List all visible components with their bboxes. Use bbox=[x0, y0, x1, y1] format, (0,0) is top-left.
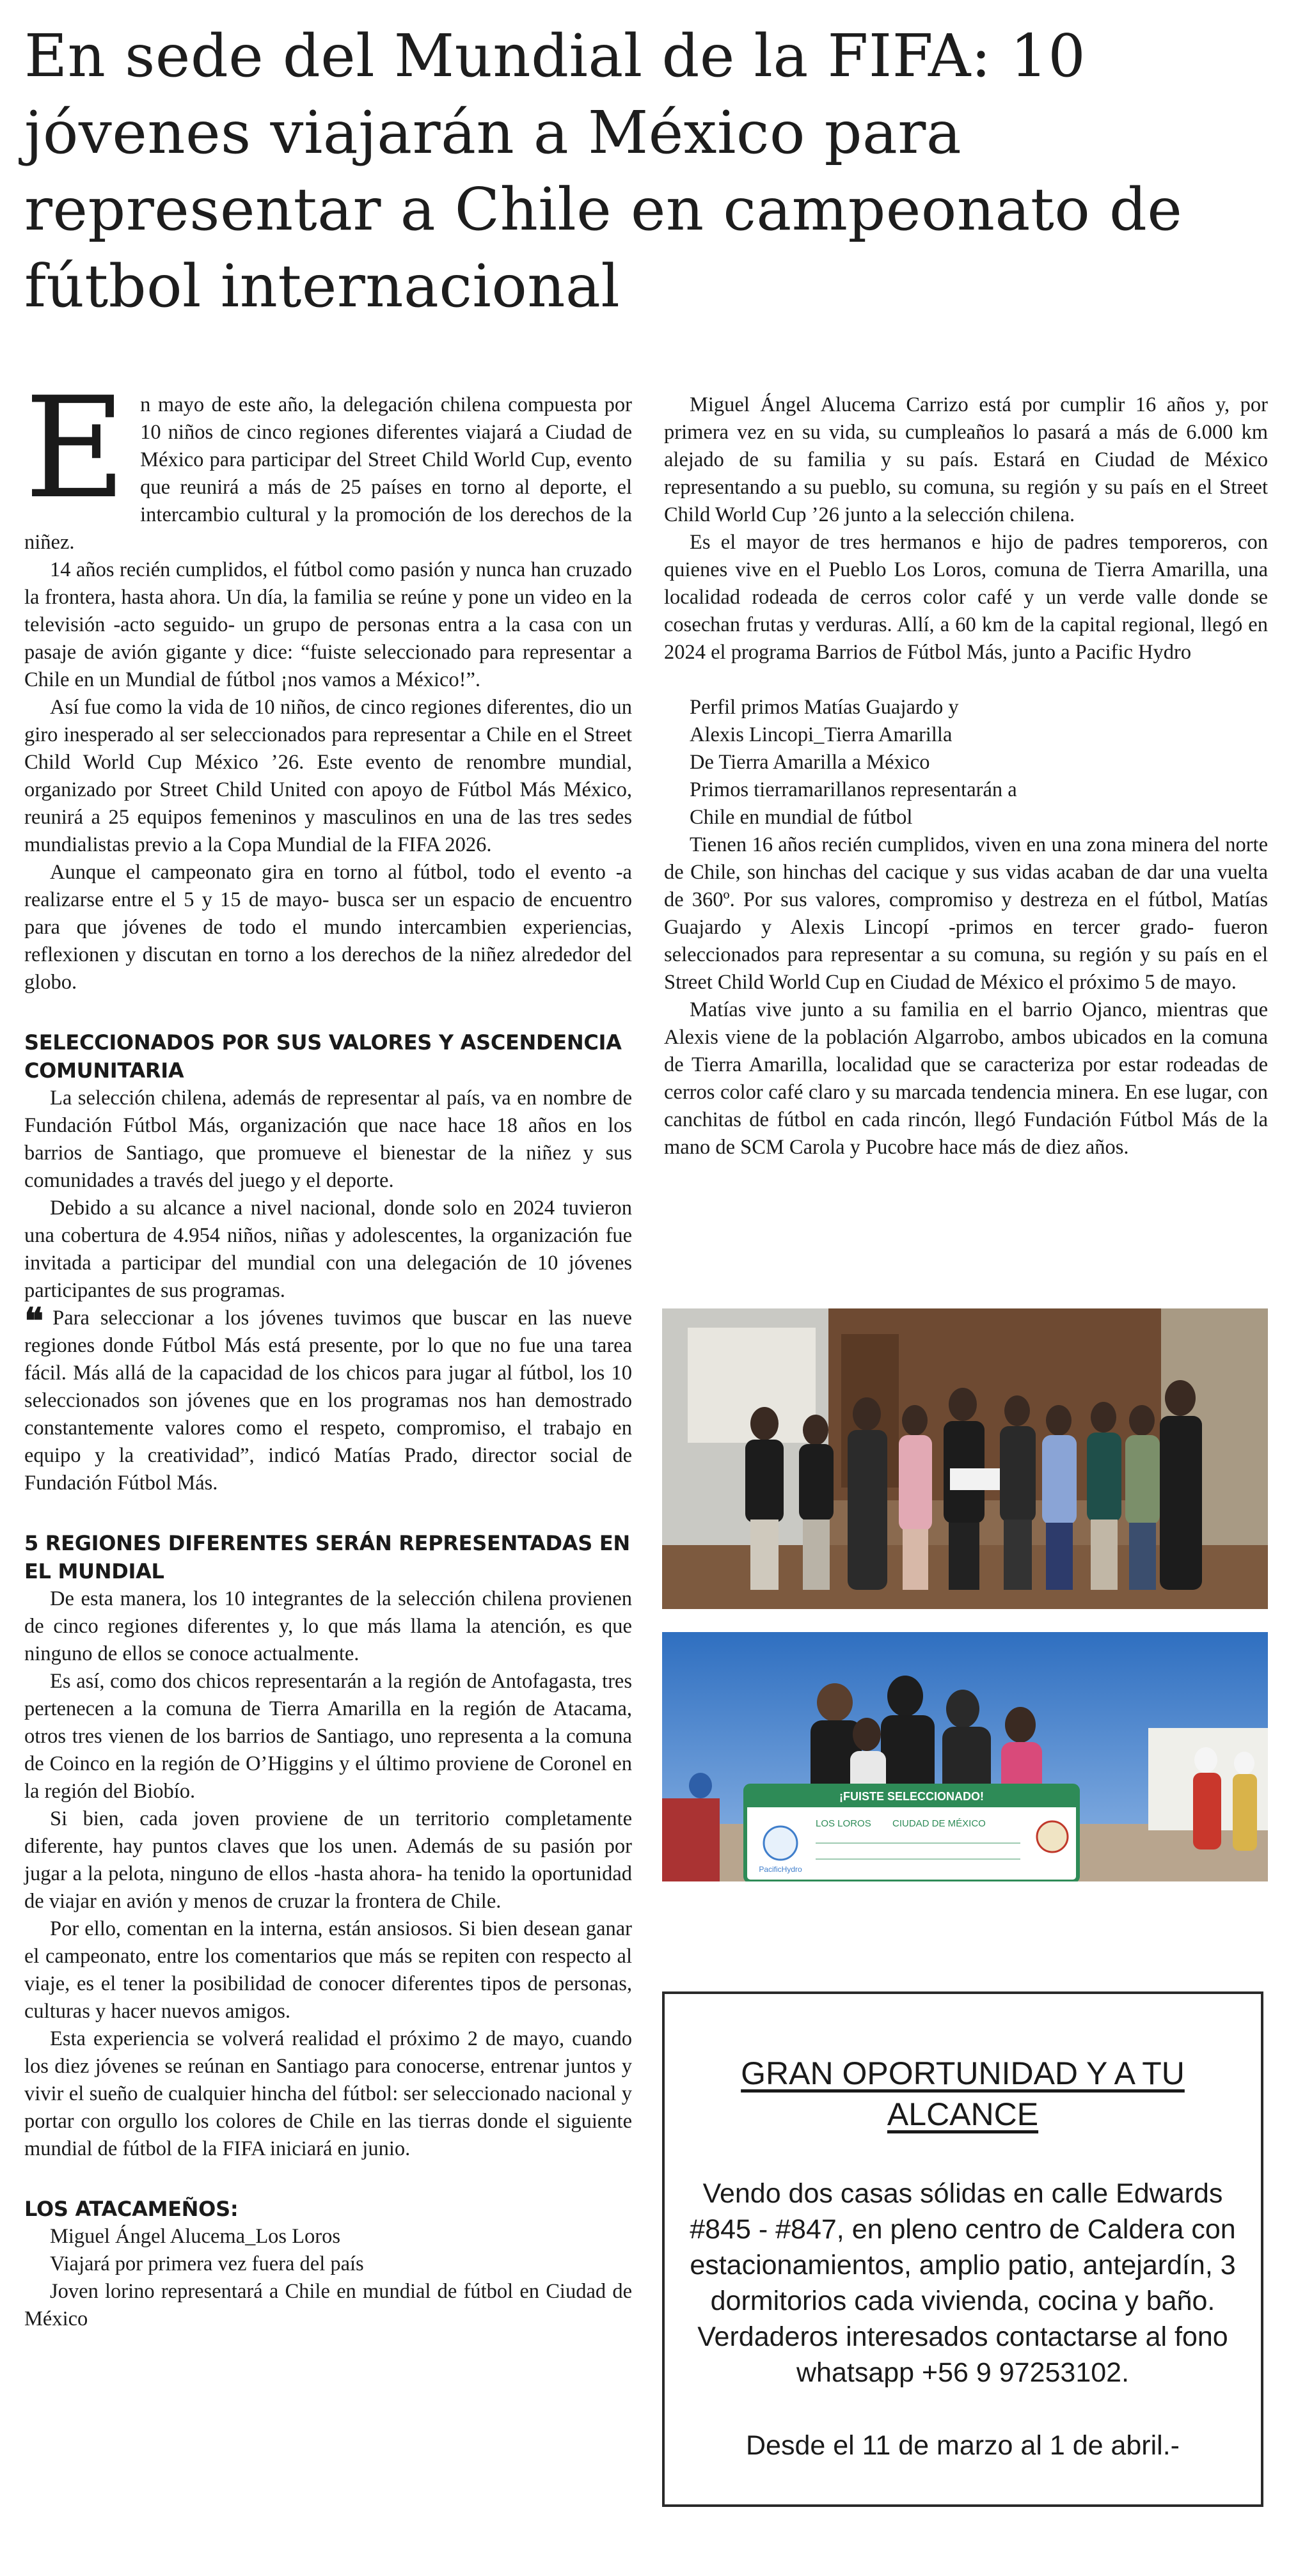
profile-line: Chile en mundial de fútbol bbox=[690, 806, 913, 829]
ad-body: Vendo dos casas sólidas en calle Edwards #845 - #847, en pleno centro de Caldera con estacionamientos, amplio patio, antejardín, 3 dormitorios cada vivienda, cocina y baño. Verdaderos interesados contactarse al fono whatsapp +56 9 97253102. bbox=[690, 2178, 1236, 2388]
quote-text: Para seleccionar a los jóvenes tuvimos que buscar en las nueve regiones donde Fútbol Más está presente, por lo que no fue una tarea fácil. Más allá de la capacidad de los chicos para jugar al fútbol, los 10 seleccionados son jóvenes que en los programas nos han demostrado constantemente valores como el respeto, compromiso, el trabajo en equipo y la creatividad”, indicó Matías Prado, director social de Fundación Fútbol Más. bbox=[24, 1307, 632, 1495]
body-paragraph: Así fue como la vida de 10 niños, de cinco regiones diferentes, dio un giro inesperado al ser seleccionados para representar a Chile en el Street Child World Cup México ’26. Este evento de renombre mundial, organizado por Street Child United con apoyo de Fútbol Más México, reunirá a 25 equipos femeninos y masculinos en una de las tres sedes mundialistas previo a la Copa Mundial de la FIFA 2026. bbox=[24, 696, 632, 856]
profile-line: Alexis Lincopi_Tierra Amarilla bbox=[690, 723, 953, 746]
ticket-destination: CIUDAD DE MÉXICO bbox=[892, 1818, 986, 1829]
profile-line: De Tierra Amarilla a México bbox=[690, 751, 930, 774]
profile-line: Miguel Ángel Alucema_Los Loros bbox=[50, 2225, 341, 2248]
profile-line: Viajará por primera vez fuera del país bbox=[50, 2252, 364, 2275]
quote-paragraph bbox=[24, 1300, 632, 1497]
body-paragraph: Por ello, comentan en la interna, están ansiosos. Si bien desean ganar el campeonato, entre los comentarios que más se repiten con respecto al viaje, es el tener la posibilidad de conocer diferentes tipos de personas, culturas y hacer nuevos amigos. bbox=[24, 1917, 632, 2023]
ticket-title: ¡FUISTE SELECCIONADO! bbox=[839, 1790, 985, 1803]
body-paragraph: La selección chilena, además de representar al país, va en nombre de Fundación Fútbol Más, organización que nace hace 18 años en los barrios de Santiago, que promueve el bienestar de la niñez y sus comunidades a través del juego y el deporte. bbox=[24, 1087, 632, 1192]
quote-icon: ❝ bbox=[24, 1300, 44, 1342]
group-photo bbox=[662, 1308, 1268, 1609]
group-photo-illustration bbox=[662, 1308, 1268, 1609]
body-paragraph: Miguel Ángel Alucema Carrizo está por cumplir 16 años y, por primera vez en su vida, su cumpleaños lo pasará a más de 6.000 km alejado de su familia y su país. Estará en Ciudad de México representando a su pueblo, su comuna, su región y su país en el Street Child World Cup ’26 junto a la selección chilena. bbox=[664, 393, 1268, 526]
ticket-photo bbox=[662, 1632, 1268, 1881]
article-headline: En sede del Mundial de la FIFA: 10 jóvenes viajarán a México para representar a Chile en campeonato de fútbol internacional bbox=[24, 22, 1183, 320]
ticket-photo-illustration bbox=[662, 1632, 1268, 1881]
section-heading-atacamenos: LOS ATACAMEÑOS: bbox=[24, 2197, 239, 2221]
sponsor-logo: PacificHydro bbox=[759, 1865, 802, 1874]
body-paragraph: Tienen 16 años recién cumplidos, viven en una zona minera del norte de Chile, son hinchas del cacique y sus vidas acaban de dar una vuelta de 360º. Por sus valores, compromiso y destreza en el fútbol, Matías Guajardo y Alexis Lincopí -primos en tercer grado- fueron seleccionados para representar a su comuna, su región y su país en el Street Child World Cup en Ciudad de México el próximo 5 de mayo. bbox=[664, 833, 1268, 994]
profile-line: Primos tierramarillanos representarán a bbox=[690, 778, 1017, 801]
article-left-column bbox=[24, 368, 632, 2333]
body-paragraph: Es el mayor de tres hermanos e hijo de padres temporeros, con quienes vive en el Pueblo Los Loros, comuna de Tierra Amarilla, una localidad rodeada de cerros color café y un verde valle donde se cosechan frutas y verduras. Allí, a 60 km de la capital regional, llegó en 2024 el programa Barrios de Fútbol Más, junto a Pacific Hydro bbox=[664, 531, 1268, 664]
ad-dates: Desde el 11 de marzo al 1 de abril.- bbox=[745, 2430, 1180, 2461]
drop-cap: E bbox=[24, 368, 127, 530]
body-paragraph: Si bien, cada joven proviene de un territorio completamente diferente, hay puntos claves que los unen. Además de su pasión por jugar a la pelota, ninguno de ellos -hasta ahora- ha tenido la oportunidad de viajar en avión y menos de cruzar la frontera de Chile. bbox=[24, 1807, 632, 1913]
ticket-origin: LOS LOROS bbox=[816, 1818, 871, 1829]
article-right-column bbox=[664, 391, 1268, 1161]
body-paragraph: Aunque el campeonato gira en torno al fútbol, todo el evento -a realizarse entre el 5 y 15 de mayo- busca ser un espacio de encuentro para que jóvenes de todo el mundo intercambien experiencias, reflexionen y discutan en torno a los derechos de la niñez alrededor del globo. bbox=[24, 861, 632, 994]
section-heading-seleccionados: SELECCIONADOS POR SUS VALORES Y ASCENDENCIA COMUNITARIA bbox=[24, 1030, 622, 1083]
body-paragraph: De esta manera, los 10 integrantes de la selección chilena provienen de cinco regiones diferentes y, lo que más llama la atención, es que ninguno de ellos se conoce actualmente. bbox=[24, 1587, 632, 1665]
ad-title: GRAN OPORTUNIDAD Y A TU ALCANCE bbox=[741, 2055, 1185, 2132]
body-paragraph: Esta experiencia se volverá realidad el próximo 2 de mayo, cuando los diez jóvenes se reúnan en Santiago para conocerse, entrenar juntos y vivir el sueño de cualquier hincha del fútbol: ser seleccionado nacional y portar con orgullo los colores de Chile en las tierras donde el siguiente mundial de fútbol de la FIFA iniciará en junio. bbox=[24, 2027, 632, 2160]
body-paragraph: Matías vive junto a su familia en el barrio Ojanco, mientras que Alexis viene de la población Algarrobo, ambos ubicados en la comuna de Tierra Amarilla, localidad que se caracteriza por estar rodeadas de cerros color café claro y su marcada tendencia minera. En ese lugar, con canchitas de fútbol en cada rincón, llegó Fundación Fútbol Más de la mano de SCM Carola y Pucobre hace más de diez años. bbox=[664, 998, 1268, 1159]
intro-paragraph bbox=[24, 368, 632, 556]
profile-line: Perfil primos Matías Guajardo y bbox=[690, 696, 959, 719]
section-heading-regiones: 5 REGIONES DIFERENTES SERÁN REPRESENTADAS EN EL MUNDIAL bbox=[24, 1531, 630, 1583]
profile-line: Joven lorino representará a Chile en mundial de fútbol en Ciudad de México bbox=[24, 2280, 632, 2330]
body-paragraph: 14 años recién cumplidos, el fútbol como pasión y nunca han cruzado la frontera, hasta ahora. Un día, la familia se reúne y pone un video en la televisión -acto seguido- un grupo de personas entra a la casa con un pasaje de avión gigante y dice: “fuiste seleccionado para representar a Chile en un Mundial de fútbol ¡nos vamos a México!”. bbox=[24, 558, 632, 691]
body-paragraph: Es así, como dos chicos representarán a la región de Antofagasta, tres pertenecen a la comuna de Tierra Amarilla en la región de Atacama, otros tres vienen de los barrios de Santiago, uno representa a la comuna de Coinco en la región de O’Higgins y el último proviene de Coronel en la región del Biobío. bbox=[24, 1670, 632, 1803]
body-paragraph: Debido a su alcance a nivel nacional, donde solo en 2024 tuvieron una cobertura de 4.954 niños, niñas y adolescentes, la organización fue invitada a participar del mundial con una delegación de 10 jóvenes participantes de sus programas. bbox=[24, 1197, 632, 1302]
intro-text: n mayo de este año, la delegación chilena compuesta por 10 niños de cinco regiones diferentes viajará a Ciudad de México para participar del Street Child World Cup, evento que reunirá a más de 25 países en torno al deporte, el intercambio cultural y la promoción de los derechos de la niñez. bbox=[24, 393, 632, 554]
classified-ad bbox=[662, 1991, 1263, 2507]
